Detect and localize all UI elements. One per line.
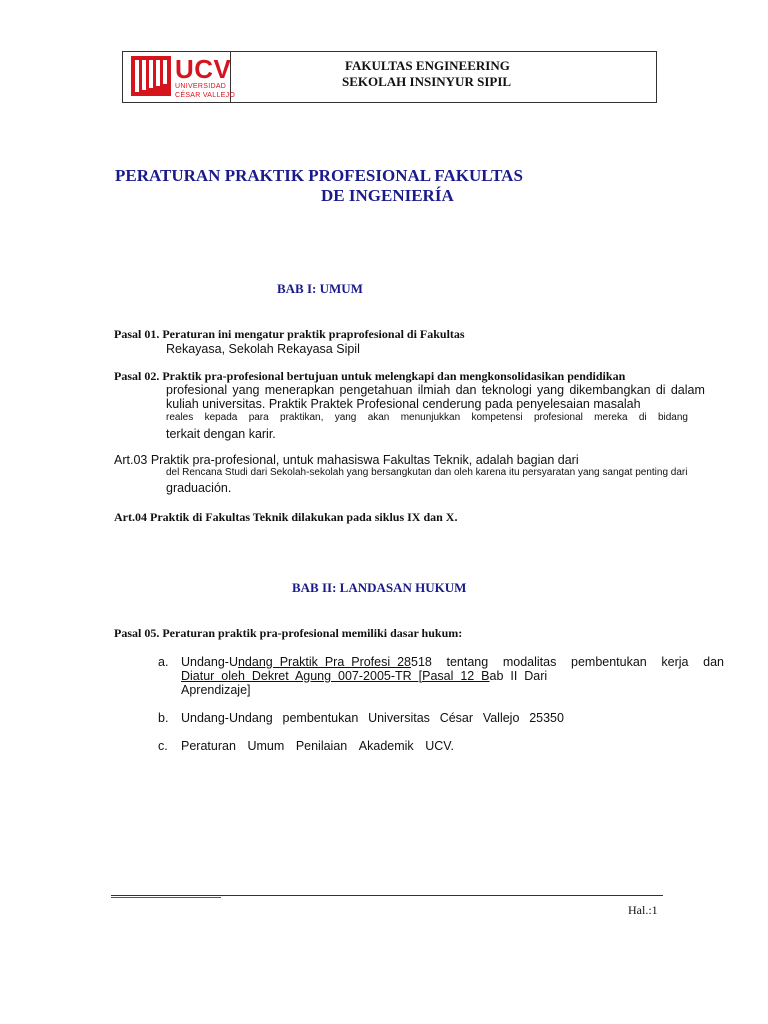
school-name: SEKOLAH INSINYUR SIPIL [342, 74, 512, 89]
faculty-name: FAKULTAS ENGINEERING [345, 58, 510, 73]
art03-line2: del Rencana Studi dari Sekolah-sekolah yang bersangkutan dan oleh karena itu persyaratan yang sangat penting dari [166, 467, 688, 478]
pasal05-text: Pasal 05. Peraturan praktik pra-profesional memiliki dasar hukum: [114, 626, 463, 640]
list-item-a-line1: Undang-Undang Praktik Pra Profesi 28518 tentang modalitas pembentukan kerja dan [181, 655, 724, 669]
footer-divider-short [111, 897, 221, 898]
pasal02-line3: kuliah universitas. Praktik Praktek Profesional cenderung pada penyelesaian masalah [166, 397, 641, 411]
bab2-heading: BAB II: LANDASAN HUKUM [292, 580, 467, 595]
ucv-emblem-icon [131, 56, 171, 96]
document-title-line2: DE INGENIERÍA [321, 186, 454, 205]
logo-subtitle-1: UNIVERSIDAD [175, 83, 227, 90]
pasal01-line1: Pasal 01. Peraturan ini mengatur praktik praprofesional di Fakultas [114, 327, 465, 341]
university-logo [123, 52, 236, 102]
pasal02-line1: Pasal 02. Praktik pra-profesional bertujuan untuk melengkapi dan mengkonsolidasikan pendidikan [114, 369, 626, 383]
list-item-a-line3: Aprendizaje] [181, 683, 251, 697]
document-header [122, 51, 657, 103]
list-marker-b: b. [158, 711, 169, 725]
list-item-b: Undang-Undang pembentukan Universitas César Vallejo 25350 [181, 711, 564, 725]
art03-line3: graduación. [166, 481, 232, 495]
art03-line1: Art.03 Praktik pra-profesional, untuk mahasiswa Fakultas Teknik, adalah bagian dari [114, 453, 579, 467]
document-title-line1: PERATURAN PRAKTIK PROFESIONAL FAKULTAS [115, 166, 523, 185]
art04-text: Art.04 Praktik di Fakultas Teknik dilakukan pada siklus IX dan X. [114, 510, 458, 524]
pasal01-line2: Rekayasa, Sekolah Rekayasa Sipil [166, 342, 360, 356]
pasal02-line2: profesional yang menerapkan pengetahuan ilmiah dan teknologi yang dikembangkan di dalam [166, 383, 705, 397]
list-marker-a: a. [158, 655, 169, 669]
logo-text: UCV [175, 54, 232, 84]
list-item-a-line2: Diatur oleh Dekret Agung 007-2005-TR [Pasal 12 Bab II Dari [181, 669, 548, 683]
list-marker-c: c. [158, 739, 168, 753]
pasal02-line4: reales kepada para praktikan, yang akan menunjukkan kompetensi profesional mereka di bidang [166, 412, 688, 423]
logo-subtitle-2: CÉSAR VALLEJO [175, 92, 236, 99]
bab1-heading: BAB I: UMUM [277, 281, 363, 296]
footer-divider [111, 895, 663, 896]
page-number: Hal.:1 [628, 903, 658, 917]
list-item-c: Peraturan Umum Penilaian Akademik UCV. [181, 739, 454, 753]
pasal02-line5: terkait dengan karir. [166, 427, 276, 441]
